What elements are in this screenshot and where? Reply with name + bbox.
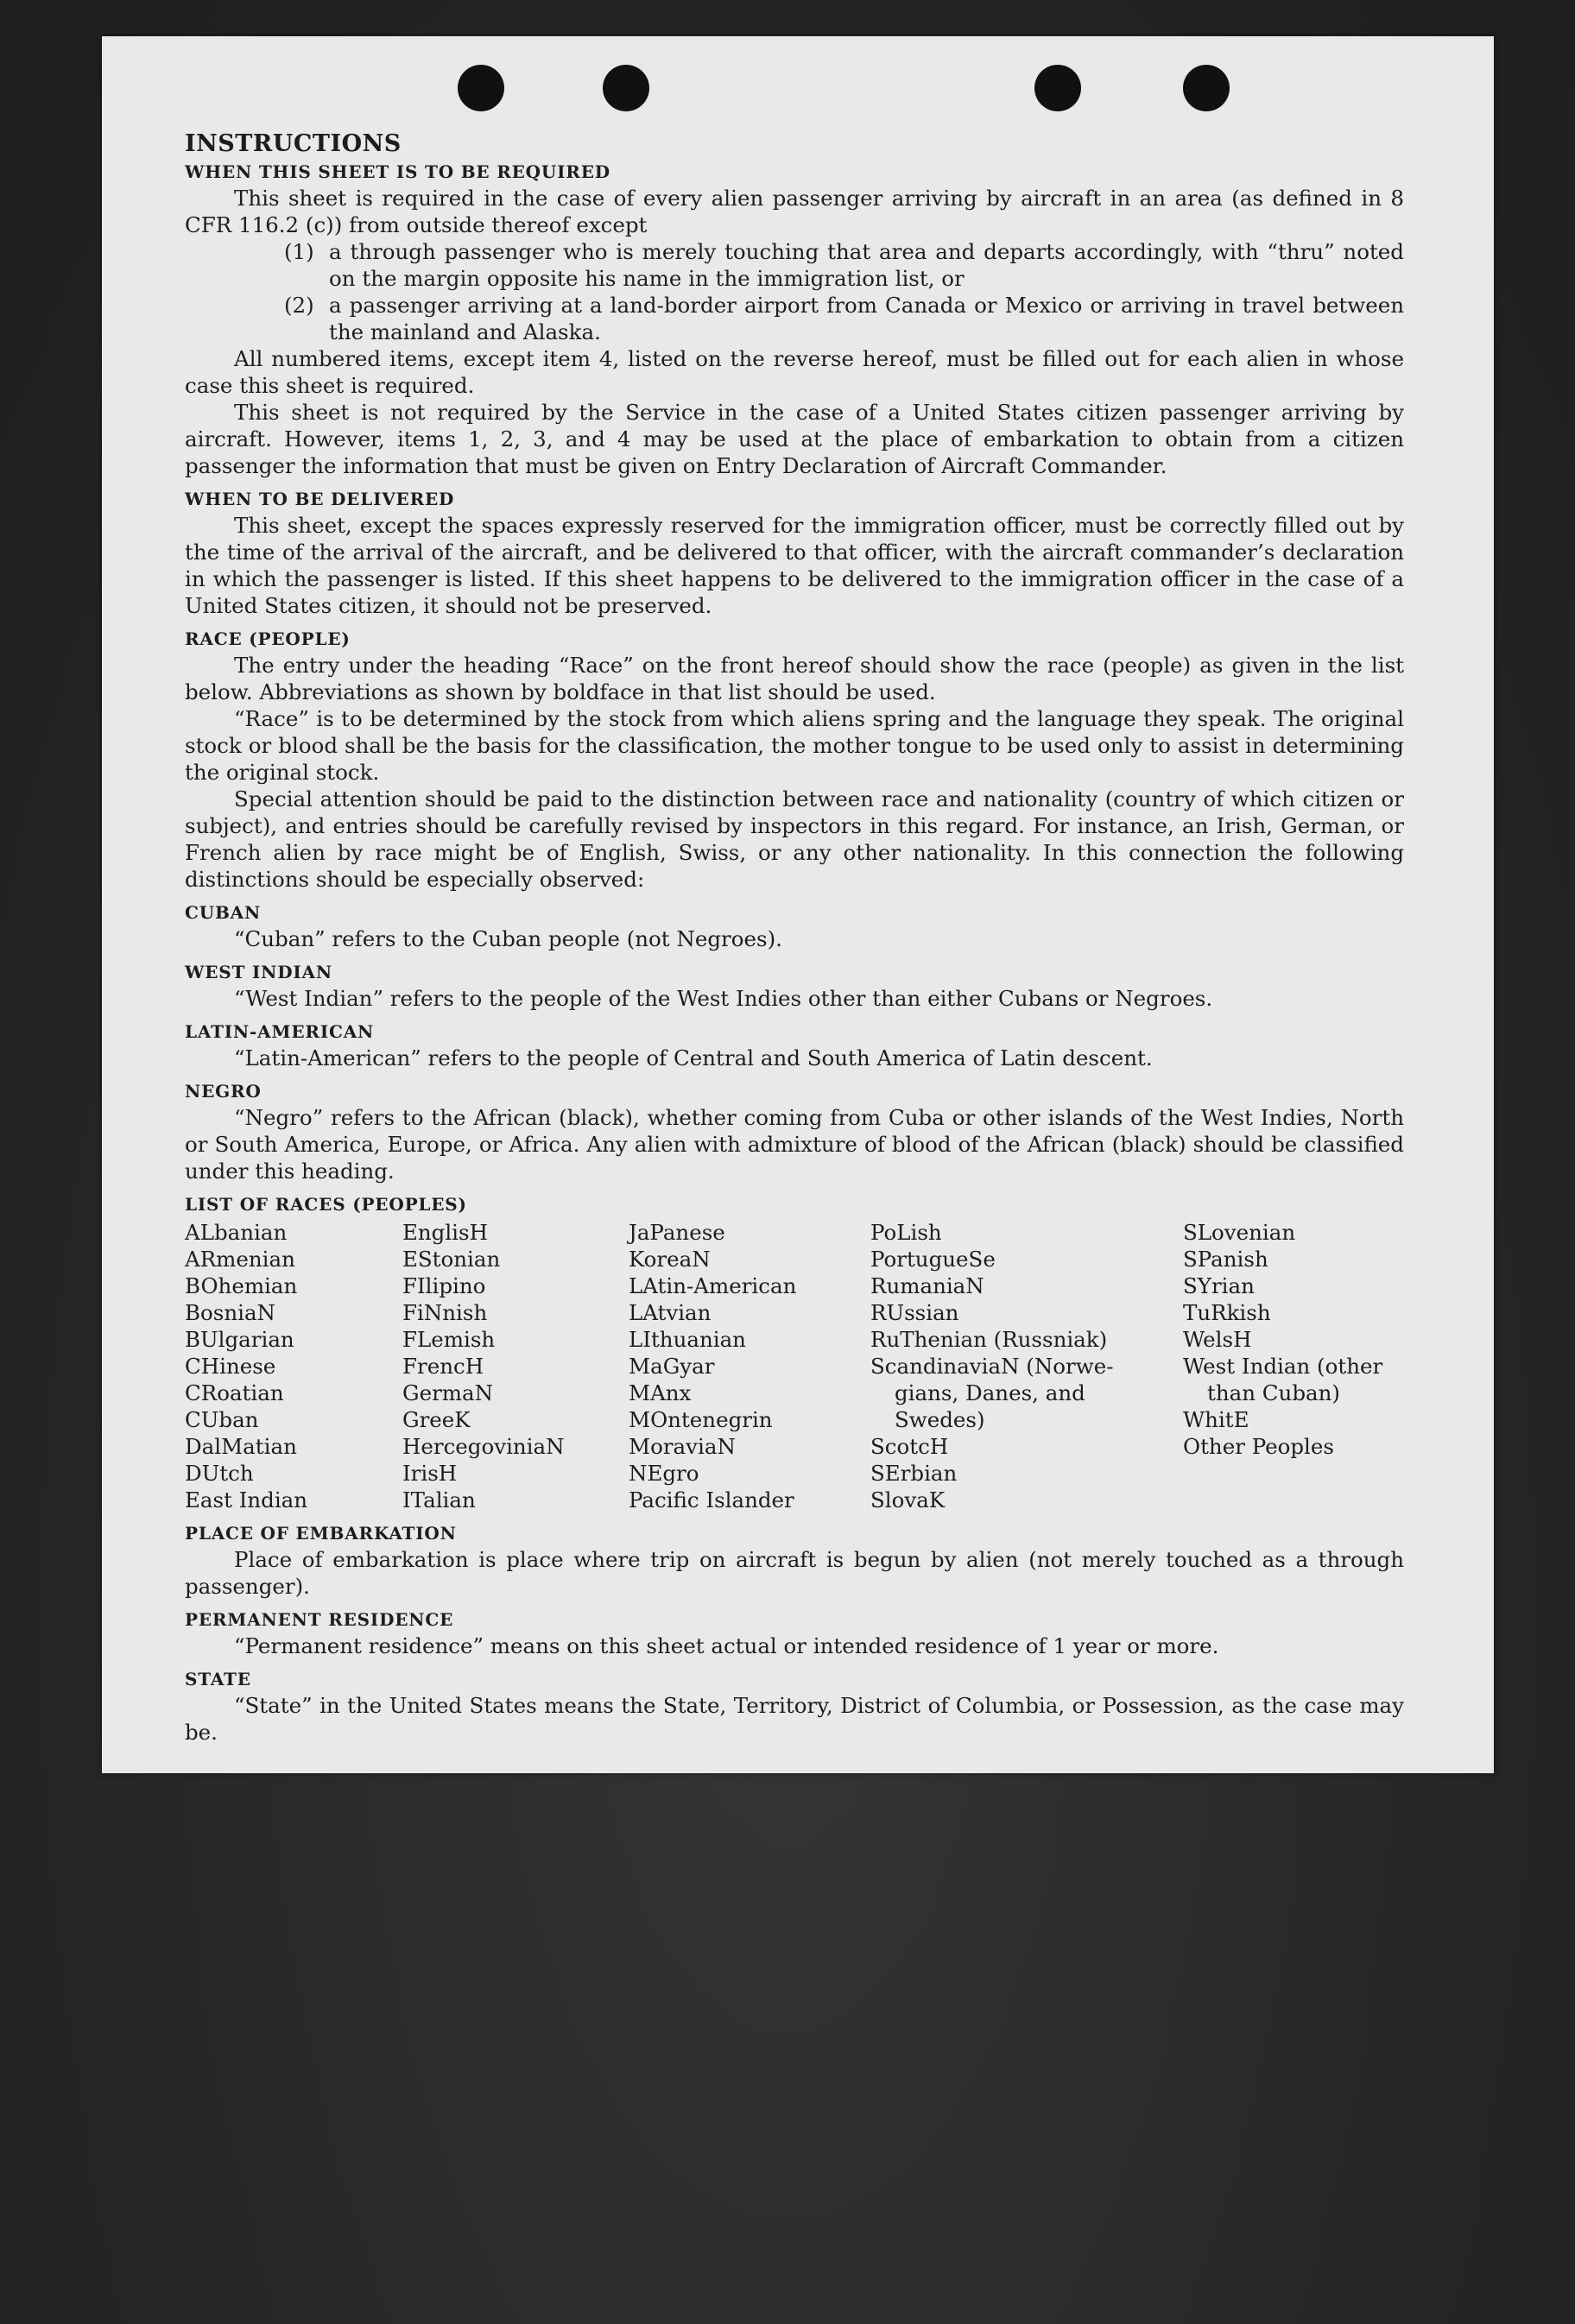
- races-column: [402, 1219, 629, 1513]
- race-entry: BosniaN: [185, 1300, 275, 1325]
- paragraph: Special attention should be paid to the distinction between race and nationality (country of which citizen or subject), and entries should be carefully revised by inspectors in this regard. For instance, an Irish, German, or French alien by race might be of English, Swiss, or any other nationality. In this connection the following distinctions should be especially observed:: [185, 786, 1404, 892]
- section-heading: NEGRO: [185, 1081, 262, 1102]
- race-entry: ALbanian: [185, 1220, 288, 1245]
- race-entry: SPanish: [1183, 1247, 1268, 1272]
- race-entry: Other Peoples: [1183, 1434, 1334, 1459]
- race-entry: CHinese: [185, 1354, 276, 1379]
- races-column: [870, 1219, 1183, 1513]
- race-entry: Pacific Islander: [629, 1487, 794, 1512]
- paragraph: Place of embarkation is place where trip on aircraft is begun by alien (not merely touched as a through passenger).: [185, 1547, 1404, 1599]
- paragraph: “West Indian” refers to the people of the West Indies other than either Cubans or Negroes.: [234, 986, 1213, 1011]
- race-entry-continued: gians, Danes, and: [895, 1380, 1085, 1405]
- paragraph: “Cuban” refers to the Cuban people (not Negroes).: [234, 926, 782, 951]
- section-heading: LIST OF RACES (PEOPLES): [185, 1194, 467, 1215]
- race-entry: SErbian: [870, 1461, 958, 1486]
- race-entry: HercegoviniaN: [402, 1434, 565, 1459]
- races-column: [1183, 1219, 1404, 1513]
- race-entry: SYrian: [1183, 1273, 1255, 1298]
- race-entry: CRoatian: [185, 1380, 284, 1405]
- item-text: a passenger arriving at a land-border airport from Canada or Mexico or arriving in travel between the mainland and Alaska.: [329, 293, 1404, 344]
- race-entry: ScandinaviaN (Norwe-: [870, 1354, 1114, 1379]
- race-entry-continued: Swedes): [895, 1407, 985, 1432]
- race-entry: ARmenian: [185, 1247, 295, 1272]
- race-entry: MoraviaN: [629, 1434, 736, 1459]
- race-entry: GreeK: [402, 1407, 471, 1432]
- race-entry: FrencH: [402, 1354, 484, 1379]
- race-entry: EStonian: [402, 1247, 501, 1272]
- race-entry: GermaN: [402, 1380, 494, 1405]
- races-column: [185, 1219, 402, 1513]
- section-heading: WHEN TO BE DELIVERED: [185, 489, 455, 509]
- race-entry: LIthuanian: [629, 1327, 746, 1352]
- page-title: INSTRUCTIONS: [185, 130, 402, 157]
- races-column: [629, 1219, 870, 1513]
- race-entry: MOntenegrin: [629, 1407, 773, 1432]
- race-entry: BUlgarian: [185, 1327, 294, 1352]
- race-entry: EnglisH: [402, 1220, 488, 1245]
- race-entry: East Indian: [185, 1487, 308, 1512]
- section-heading: PLACE OF EMBARKATION: [185, 1523, 457, 1544]
- race-entry: LAtvian: [629, 1300, 712, 1325]
- race-entry: CUban: [185, 1407, 259, 1432]
- punch-hole: [1183, 65, 1230, 111]
- race-entry: WelsH: [1183, 1327, 1252, 1352]
- section-heading: STATE: [185, 1669, 251, 1689]
- paragraph: “Race” is to be determined by the stock from which aliens spring and the language they speak. The original stock or blood shall be the basis for the classification, the mother tongue to be used only to assist in determining the original stock.: [185, 706, 1404, 785]
- race-entry: RumaniaN: [870, 1273, 984, 1298]
- punch-hole: [603, 65, 649, 111]
- race-entry: ScotcH: [870, 1434, 949, 1459]
- race-entry: DUtch: [185, 1461, 254, 1486]
- paragraph: This sheet, except the spaces expressly reserved for the immigration officer, must be correctly filled out by the time of the arrival of the aircraft, and be delivered to that officer, with the aircraft commander’s declaration in which the passenger is listed. If this sheet happens to be delivered to the immigration officer in the case of a United States citizen, it should not be preserved.: [185, 513, 1404, 618]
- race-entry: LAtin-American: [629, 1273, 797, 1298]
- paragraph: This sheet is required in the case of every alien passenger arriving by aircraft in an area (as defined in 8 CFR 116.2 (c)) from outside thereof except: [185, 186, 1404, 237]
- race-entry: WhitE: [1183, 1407, 1249, 1432]
- item-number: (1): [284, 239, 314, 264]
- paragraph: The entry under the heading “Race” on the front hereof should show the race (people) as given in the list below. Abbreviations as shown by boldface in that list should be used.: [185, 653, 1404, 704]
- punch-hole: [1034, 65, 1081, 111]
- document-sheet: [102, 36, 1494, 1773]
- paragraph: This sheet is not required by the Service in the case of a United States citizen passenger arriving by aircraft. However, items 1, 2, 3, and 4 may be used at the place of embarkation to obtain from a citizen passenger the information that must be given on Entry Declaration of Aircraft Commander.: [185, 400, 1404, 478]
- section-heading: CUBAN: [185, 902, 262, 923]
- race-entry: NEgro: [629, 1461, 699, 1486]
- item-number: (2): [284, 293, 314, 318]
- race-entry: DalMatian: [185, 1434, 297, 1459]
- race-entry: MaGyar: [629, 1354, 715, 1379]
- race-entry: FIlipino: [402, 1273, 486, 1298]
- race-entry: TuRkish: [1183, 1300, 1271, 1325]
- race-entry: IrisH: [402, 1461, 458, 1486]
- section-heading: RACE (PEOPLE): [185, 628, 351, 649]
- race-entry: PortugueSe: [870, 1247, 996, 1272]
- race-entry: SlovaK: [870, 1487, 946, 1512]
- race-entry: JaPanese: [629, 1220, 725, 1245]
- race-entry: West Indian (other: [1183, 1354, 1383, 1379]
- race-entry: BOhemian: [185, 1273, 298, 1298]
- paragraph: “Latin-American” refers to the people of Central and South America of Latin descent.: [234, 1045, 1153, 1070]
- section-heading: WEST INDIAN: [185, 962, 332, 982]
- paragraph: “Negro” refers to the African (black), whether coming from Cuba or other islands of the West Indies, North or South America, Europe, or Africa. Any alien with admixture of blood of the African (black) should be classified under this heading.: [185, 1105, 1404, 1184]
- race-entry: PoLish: [870, 1220, 942, 1245]
- paragraph: “Permanent residence” means on this sheet actual or intended residence of 1 year or more.: [234, 1633, 1219, 1658]
- race-entry: RuThenian (Russniak): [870, 1327, 1108, 1352]
- race-entry: ITalian: [402, 1487, 476, 1512]
- section-heading: LATIN-AMERICAN: [185, 1021, 375, 1042]
- races-list: [185, 1219, 1404, 1513]
- item-text: a through passenger who is merely touching that area and departs accordingly, with “thru” noted on the margin opposite his name in the immigration list, or: [329, 239, 1404, 291]
- race-entry: FLemish: [402, 1327, 496, 1352]
- paragraph: “State” in the United States means the State, Territory, District of Columbia, or Possession, as the case may be.: [185, 1693, 1404, 1745]
- race-entry: SLovenian: [1183, 1220, 1296, 1245]
- section-heading: WHEN THIS SHEET IS TO BE REQUIRED: [185, 161, 610, 182]
- list-item: [185, 238, 1404, 292]
- punch-hole: [458, 65, 504, 111]
- list-item: [185, 292, 1404, 345]
- paragraph: All numbered items, except item 4, listed on the reverse hereof, must be filled out for each alien in whose case this sheet is required.: [185, 346, 1404, 398]
- race-entry: FiNnish: [402, 1300, 488, 1325]
- race-entry: RUssian: [870, 1300, 959, 1325]
- race-entry: KoreaN: [629, 1247, 711, 1272]
- section-heading: PERMANENT RESIDENCE: [185, 1609, 454, 1630]
- race-entry-continued: than Cuban): [1207, 1380, 1340, 1405]
- race-entry: MAnx: [629, 1380, 692, 1405]
- document-content: [185, 129, 1404, 1746]
